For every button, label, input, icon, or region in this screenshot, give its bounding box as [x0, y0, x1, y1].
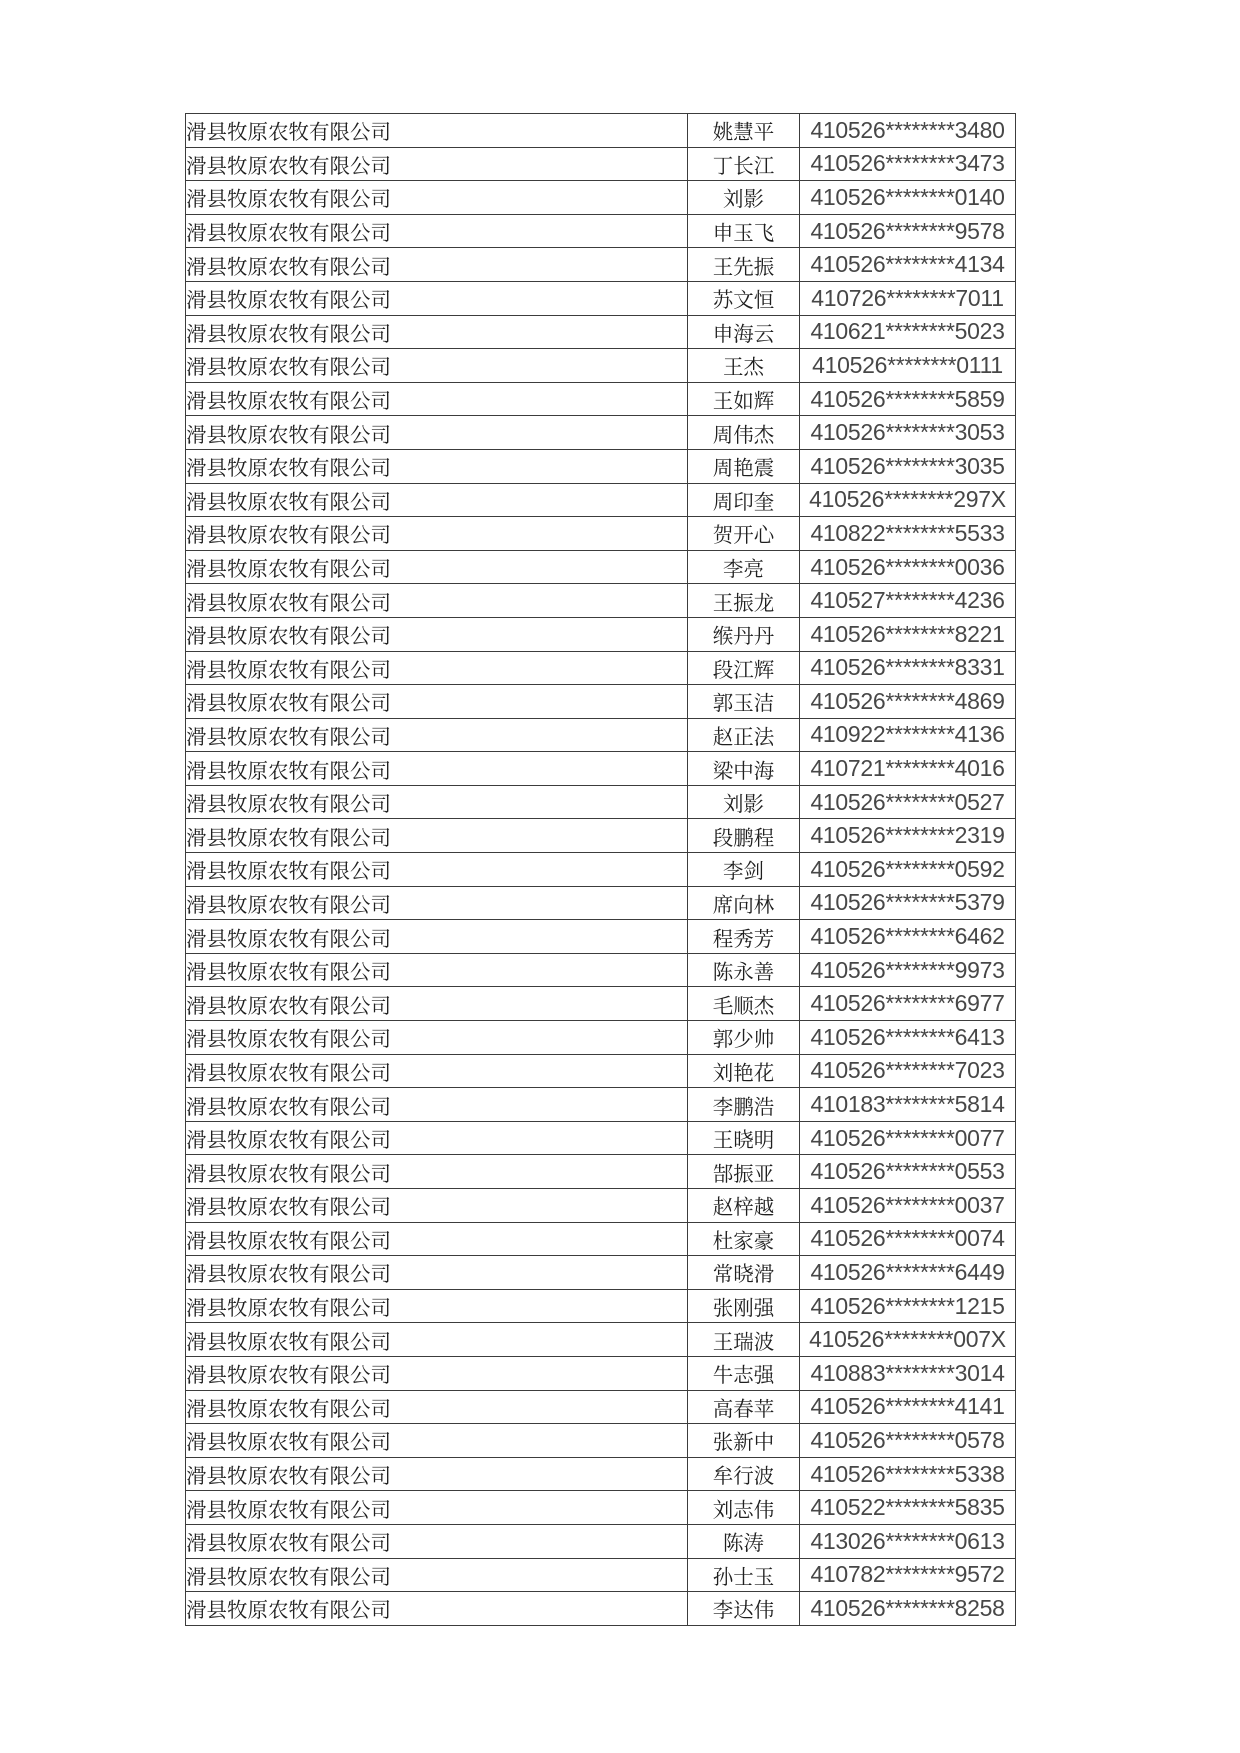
person-name-cell: 李剑	[688, 853, 800, 887]
id-number-cell: 410526********0140	[800, 181, 1016, 215]
company-cell: 滑县牧原农牧有限公司	[186, 114, 688, 148]
person-name-cell: 毛顺杰	[688, 987, 800, 1021]
id-number-cell: 410526********007X	[800, 1323, 1016, 1357]
id-number-cell: 410526********0077	[800, 1121, 1016, 1155]
table-row	[186, 853, 1016, 887]
table-row	[186, 483, 1016, 517]
table-row	[186, 718, 1016, 752]
table-row	[186, 584, 1016, 618]
roster-table	[185, 113, 1016, 1626]
id-number-cell: 410183********5814	[800, 1088, 1016, 1122]
company-cell: 滑县牧原农牧有限公司	[186, 382, 688, 416]
table-row	[186, 1323, 1016, 1357]
person-name-cell: 苏文恒	[688, 281, 800, 315]
person-name-cell: 李亮	[688, 550, 800, 584]
id-number-cell: 410782********9572	[800, 1558, 1016, 1592]
table-row	[186, 1088, 1016, 1122]
person-name-cell: 赵正法	[688, 718, 800, 752]
id-number-cell: 410526********9578	[800, 214, 1016, 248]
table-row	[186, 214, 1016, 248]
id-number-cell: 410526********0578	[800, 1424, 1016, 1458]
person-name-cell: 张新中	[688, 1424, 800, 1458]
table-row	[186, 785, 1016, 819]
company-cell: 滑县牧原农牧有限公司	[186, 685, 688, 719]
person-name-cell: 贺开心	[688, 517, 800, 551]
company-cell: 滑县牧原农牧有限公司	[186, 819, 688, 853]
id-number-cell: 410526********0111	[800, 349, 1016, 383]
id-number-cell: 410526********3480	[800, 114, 1016, 148]
person-name-cell: 李达伟	[688, 1592, 800, 1626]
id-number-cell: 410526********0553	[800, 1155, 1016, 1189]
company-cell: 滑县牧原农牧有限公司	[186, 987, 688, 1021]
table-row	[186, 1356, 1016, 1390]
id-number-cell: 410526********8221	[800, 617, 1016, 651]
person-name-cell: 段鹏程	[688, 819, 800, 853]
id-number-cell: 410883********3014	[800, 1356, 1016, 1390]
company-cell: 滑县牧原农牧有限公司	[186, 483, 688, 517]
id-number-cell: 410526********8258	[800, 1592, 1016, 1626]
person-name-cell: 陈永善	[688, 953, 800, 987]
table-body	[186, 114, 1016, 1626]
id-number-cell: 410526********8331	[800, 651, 1016, 685]
id-number-cell: 410526********5338	[800, 1457, 1016, 1491]
company-cell: 滑县牧原农牧有限公司	[186, 953, 688, 987]
company-cell: 滑县牧原农牧有限公司	[186, 617, 688, 651]
company-cell: 滑县牧原农牧有限公司	[186, 718, 688, 752]
company-cell: 滑县牧原农牧有限公司	[186, 1524, 688, 1558]
id-number-cell: 410526********0592	[800, 853, 1016, 887]
id-number-cell: 410526********297X	[800, 483, 1016, 517]
person-name-cell: 王杰	[688, 349, 800, 383]
company-cell: 滑县牧原农牧有限公司	[186, 550, 688, 584]
id-number-cell: 410527********4236	[800, 584, 1016, 618]
company-cell: 滑县牧原农牧有限公司	[186, 1054, 688, 1088]
table-row	[186, 987, 1016, 1021]
company-cell: 滑县牧原农牧有限公司	[186, 315, 688, 349]
person-name-cell: 陈涛	[688, 1524, 800, 1558]
person-name-cell: 姚慧平	[688, 114, 800, 148]
person-name-cell: 高春苹	[688, 1390, 800, 1424]
table-row	[186, 1189, 1016, 1223]
person-name-cell: 牛志强	[688, 1356, 800, 1390]
company-cell: 滑县牧原农牧有限公司	[186, 1491, 688, 1525]
person-name-cell: 丁长江	[688, 147, 800, 181]
company-cell: 滑县牧原农牧有限公司	[186, 281, 688, 315]
company-cell: 滑县牧原农牧有限公司	[186, 449, 688, 483]
table-row	[186, 1524, 1016, 1558]
table-row	[186, 449, 1016, 483]
company-cell: 滑县牧原农牧有限公司	[186, 584, 688, 618]
table-row	[186, 651, 1016, 685]
person-name-cell: 孙士玉	[688, 1558, 800, 1592]
company-cell: 滑县牧原农牧有限公司	[186, 1289, 688, 1323]
person-name-cell: 常晓滑	[688, 1256, 800, 1290]
company-cell: 滑县牧原农牧有限公司	[186, 181, 688, 215]
company-cell: 滑县牧原农牧有限公司	[186, 853, 688, 887]
id-number-cell: 410922********4136	[800, 718, 1016, 752]
id-number-cell: 410621********5023	[800, 315, 1016, 349]
person-name-cell: 程秀芳	[688, 920, 800, 954]
id-number-cell: 410526********0037	[800, 1189, 1016, 1223]
person-name-cell: 郭少帅	[688, 1021, 800, 1055]
id-number-cell: 410526********5379	[800, 886, 1016, 920]
person-name-cell: 梁中海	[688, 752, 800, 786]
id-number-cell: 410721********4016	[800, 752, 1016, 786]
person-name-cell: 缑丹丹	[688, 617, 800, 651]
table-row	[186, 114, 1016, 148]
table-row	[186, 248, 1016, 282]
table-row	[186, 953, 1016, 987]
company-cell: 滑县牧原农牧有限公司	[186, 147, 688, 181]
company-cell: 滑县牧原农牧有限公司	[186, 1558, 688, 1592]
company-cell: 滑县牧原农牧有限公司	[186, 752, 688, 786]
person-name-cell: 刘艳花	[688, 1054, 800, 1088]
table-row	[186, 920, 1016, 954]
company-cell: 滑县牧原农牧有限公司	[186, 920, 688, 954]
person-name-cell: 申海云	[688, 315, 800, 349]
id-number-cell: 410526********1215	[800, 1289, 1016, 1323]
company-cell: 滑县牧原农牧有限公司	[186, 1088, 688, 1122]
company-cell: 滑县牧原农牧有限公司	[186, 214, 688, 248]
table-row	[186, 1121, 1016, 1155]
id-number-cell: 410526********0074	[800, 1222, 1016, 1256]
id-number-cell: 410526********2319	[800, 819, 1016, 853]
id-number-cell: 410526********6462	[800, 920, 1016, 954]
table-row	[186, 819, 1016, 853]
company-cell: 滑县牧原农牧有限公司	[186, 886, 688, 920]
person-name-cell: 王先振	[688, 248, 800, 282]
id-number-cell: 410526********7023	[800, 1054, 1016, 1088]
company-cell: 滑县牧原农牧有限公司	[186, 1592, 688, 1626]
company-cell: 滑县牧原农牧有限公司	[186, 651, 688, 685]
id-number-cell: 410526********3473	[800, 147, 1016, 181]
table-row	[186, 315, 1016, 349]
company-cell: 滑县牧原农牧有限公司	[186, 1390, 688, 1424]
table-row	[186, 550, 1016, 584]
company-cell: 滑县牧原农牧有限公司	[186, 1457, 688, 1491]
id-number-cell: 410822********5533	[800, 517, 1016, 551]
company-cell: 滑县牧原农牧有限公司	[186, 1121, 688, 1155]
person-name-cell: 刘志伟	[688, 1491, 800, 1525]
person-name-cell: 刘影	[688, 181, 800, 215]
table-row	[186, 1592, 1016, 1626]
company-cell: 滑县牧原农牧有限公司	[186, 1424, 688, 1458]
id-number-cell: 410526********0036	[800, 550, 1016, 584]
company-cell: 滑县牧原农牧有限公司	[186, 1356, 688, 1390]
person-name-cell: 王振龙	[688, 584, 800, 618]
table-row	[186, 281, 1016, 315]
person-name-cell: 申玉飞	[688, 214, 800, 248]
company-cell: 滑县牧原农牧有限公司	[186, 517, 688, 551]
id-number-cell: 410526********9973	[800, 953, 1016, 987]
table-row	[186, 1289, 1016, 1323]
table-row	[186, 1021, 1016, 1055]
table-row	[186, 147, 1016, 181]
person-name-cell: 刘影	[688, 785, 800, 819]
person-name-cell: 王瑞波	[688, 1323, 800, 1357]
person-name-cell: 李鹏浩	[688, 1088, 800, 1122]
person-name-cell: 席向林	[688, 886, 800, 920]
person-name-cell: 王如辉	[688, 382, 800, 416]
person-name-cell: 段江辉	[688, 651, 800, 685]
table-row	[186, 1222, 1016, 1256]
table-row	[186, 517, 1016, 551]
person-name-cell: 王晓明	[688, 1121, 800, 1155]
company-cell: 滑县牧原农牧有限公司	[186, 1222, 688, 1256]
person-name-cell: 牟行波	[688, 1457, 800, 1491]
id-number-cell: 410526********4141	[800, 1390, 1016, 1424]
table-row	[186, 1558, 1016, 1592]
person-name-cell: 郜振亚	[688, 1155, 800, 1189]
company-cell: 滑县牧原农牧有限公司	[186, 1155, 688, 1189]
id-number-cell: 410526********0527	[800, 785, 1016, 819]
id-number-cell: 410526********4869	[800, 685, 1016, 719]
person-name-cell: 周印奎	[688, 483, 800, 517]
table-row	[186, 1256, 1016, 1290]
company-cell: 滑县牧原农牧有限公司	[186, 1256, 688, 1290]
company-cell: 滑县牧原农牧有限公司	[186, 1323, 688, 1357]
table-row	[186, 886, 1016, 920]
table-row	[186, 1390, 1016, 1424]
company-cell: 滑县牧原农牧有限公司	[186, 349, 688, 383]
id-number-cell: 410526********4134	[800, 248, 1016, 282]
table-row	[186, 1457, 1016, 1491]
person-name-cell: 周伟杰	[688, 416, 800, 450]
id-number-cell: 410726********7011	[800, 281, 1016, 315]
table-row	[186, 1054, 1016, 1088]
table-row	[186, 752, 1016, 786]
id-number-cell: 410526********6413	[800, 1021, 1016, 1055]
table-row	[186, 685, 1016, 719]
company-cell: 滑县牧原农牧有限公司	[186, 1021, 688, 1055]
table-row	[186, 1491, 1016, 1525]
company-cell: 滑县牧原农牧有限公司	[186, 416, 688, 450]
person-name-cell: 杜家豪	[688, 1222, 800, 1256]
table-row	[186, 349, 1016, 383]
company-cell: 滑县牧原农牧有限公司	[186, 1189, 688, 1223]
table-row	[186, 1155, 1016, 1189]
table-row	[186, 617, 1016, 651]
id-number-cell: 410526********3053	[800, 416, 1016, 450]
person-name-cell: 郭玉洁	[688, 685, 800, 719]
company-cell: 滑县牧原农牧有限公司	[186, 248, 688, 282]
table-row	[186, 1424, 1016, 1458]
id-number-cell: 410526********3035	[800, 449, 1016, 483]
company-cell: 滑县牧原农牧有限公司	[186, 785, 688, 819]
table-row	[186, 382, 1016, 416]
table-row	[186, 181, 1016, 215]
person-name-cell: 张刚强	[688, 1289, 800, 1323]
id-number-cell: 410526********6977	[800, 987, 1016, 1021]
table-row	[186, 416, 1016, 450]
person-name-cell: 赵梓越	[688, 1189, 800, 1223]
id-number-cell: 410526********5859	[800, 382, 1016, 416]
id-number-cell: 410526********6449	[800, 1256, 1016, 1290]
person-name-cell: 周艳震	[688, 449, 800, 483]
id-number-cell: 410522********5835	[800, 1491, 1016, 1525]
id-number-cell: 413026********0613	[800, 1524, 1016, 1558]
